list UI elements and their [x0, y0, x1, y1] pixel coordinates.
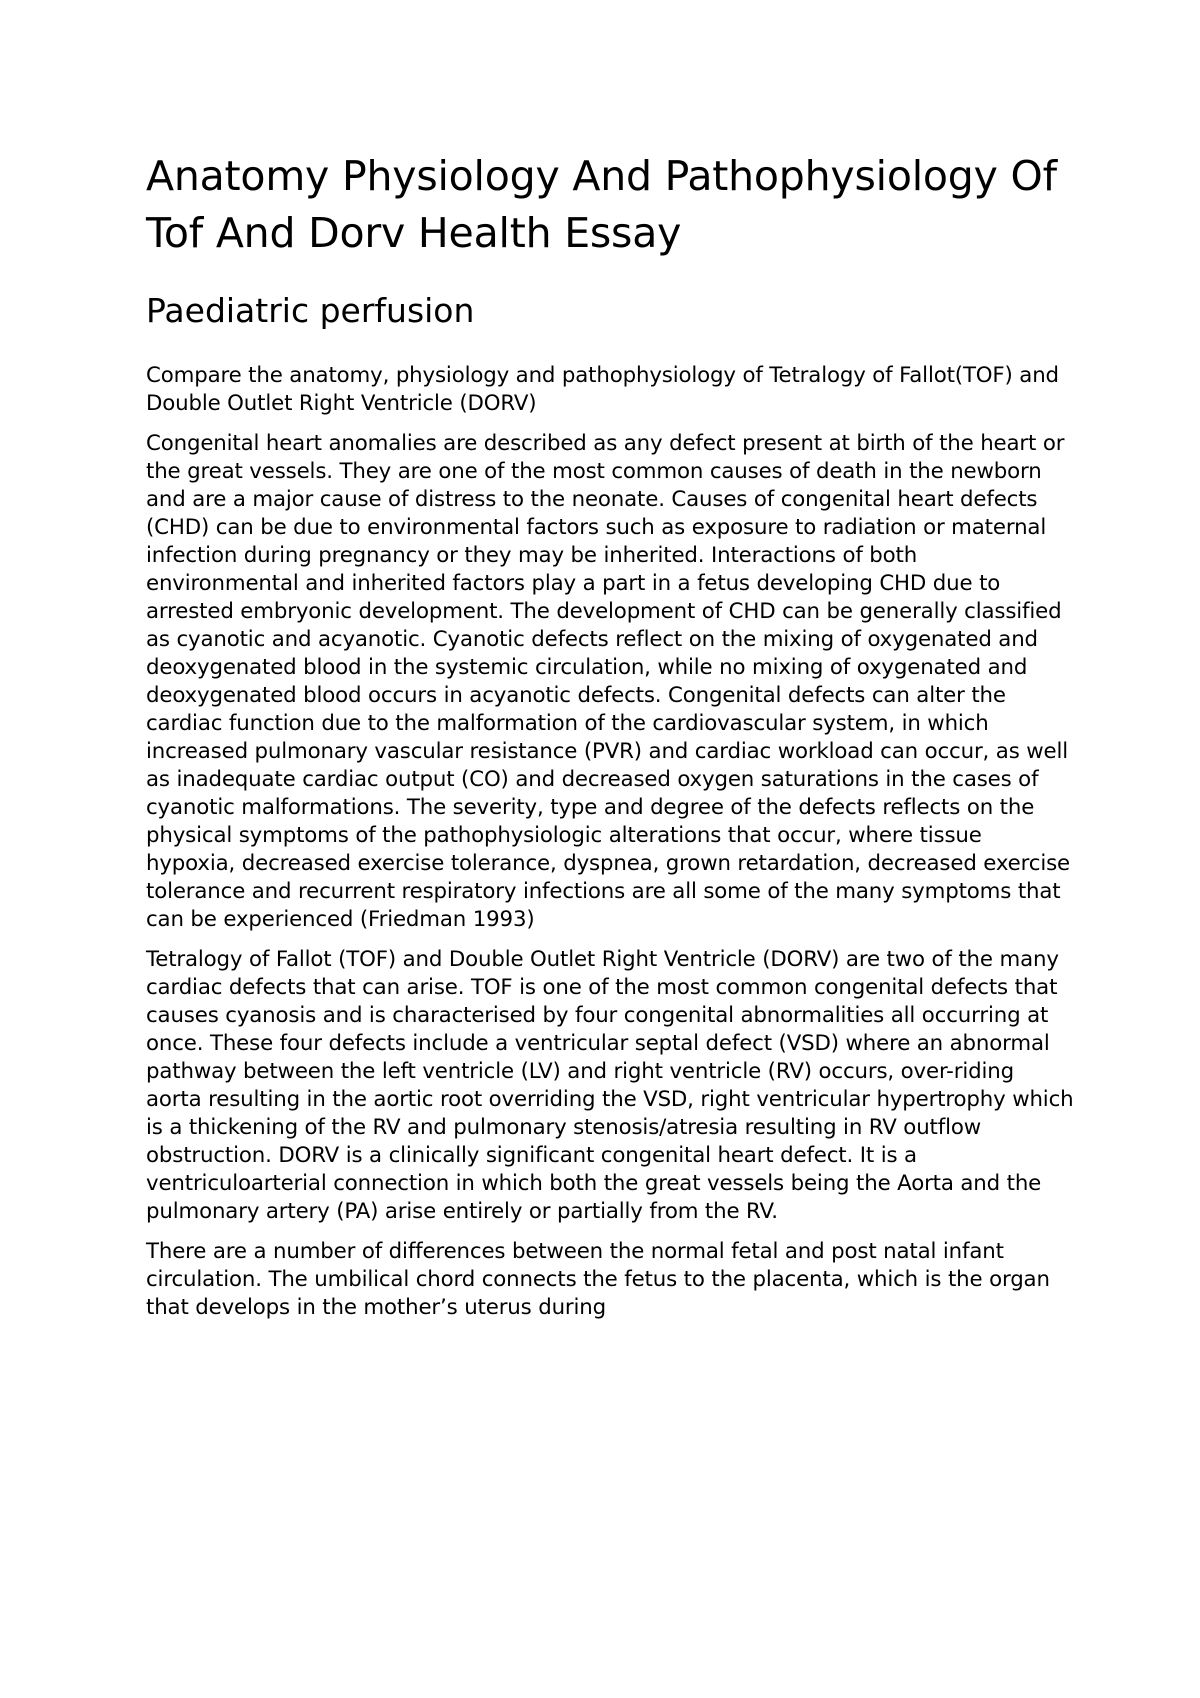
document-title: Anatomy Physiology And Pathophysiology Of Tof And Dorv Health Essay [146, 152, 1057, 257]
paragraph-tof-dorv: Tetralogy of Fallot (TOF) and Double Outlet Right Ventricle (DORV) are two of the many cardiac defects that can arise. TOF is one of the most common congenital defects that causes cyanosis and is characterised by four congenital abnormalities all occurring at once. These four defects include a ventricular septal defect (VSD) where an abnormal pathway between the left ventricle (LV) and right ventricle (RV) occurs, over-riding aorta resulting in the aortic root overriding the VSD, right ventricular hypertrophy which is a thickening of the RV and pulmonary stenosis/atresia resulting in RV outflow obstruction. DORV is a clinically significant congenital heart defect. It is a ventriculoarterial connection in which both the great vessels being the Aorta and the pulmonary artery (PA) arise entirely or partially from the RV. [146, 947, 1074, 1224]
section-heading: Paediatric perfusion [146, 291, 475, 330]
paragraph-congenital-anomalies: Congenital heart anomalies are described as any defect present at birth of the heart or the great vessels. They are one of the most common causes of death in the newborn and are a major cause of distress to the neonate. Causes of congenital heart defects (CHD) can be due to environmental factors such as exposure to radiation or maternal infection during pregnancy or they may be inherited. Interactions of both environmental and inherited factors play a part in a fetus developing CHD due to arrested embryonic development. The development of CHD can be generally classified as cyanotic and acyanotic. Cyanotic defects reflect on the mixing of oxygenated and deoxygenated blood in the systemic circulation, while no mixing of oxygenated and deoxygenated blood occurs in acyanotic defects. Congenital defects can alter the cardiac function due to the malformation of the cardiovascular system, in which increased pulmonary vascular resistance (PVR) and cardiac workload can occur, as well as inadequate cardiac output (CO) and decreased oxygen saturations in the cases of cyanotic malformations. The severity, type and degree of the defects reflects on the physical symptoms of the pathophysiologic alterations that occur, where tissue hypoxia, decreased exercise tolerance, dyspnea, grown retardation, decreased exercise tolerance and recurrent respiratory infections are all some of the many symptoms that can be experienced (Friedman 1993) [146, 431, 1071, 932]
paragraph-prompt: Compare the anatomy, physiology and pathophysiology of Tetralogy of Fallot(TOF) and Double Outlet Right Ventricle (DORV) [146, 363, 1059, 416]
document-page [146, 148, 1076, 1322]
paragraph-fetal-circulation: There are a number of differences between the normal fetal and post natal infant circulation. The umbilical chord connects the fetus to the placenta, which is the organ that develops in the mother’s uterus during [146, 1239, 1050, 1320]
